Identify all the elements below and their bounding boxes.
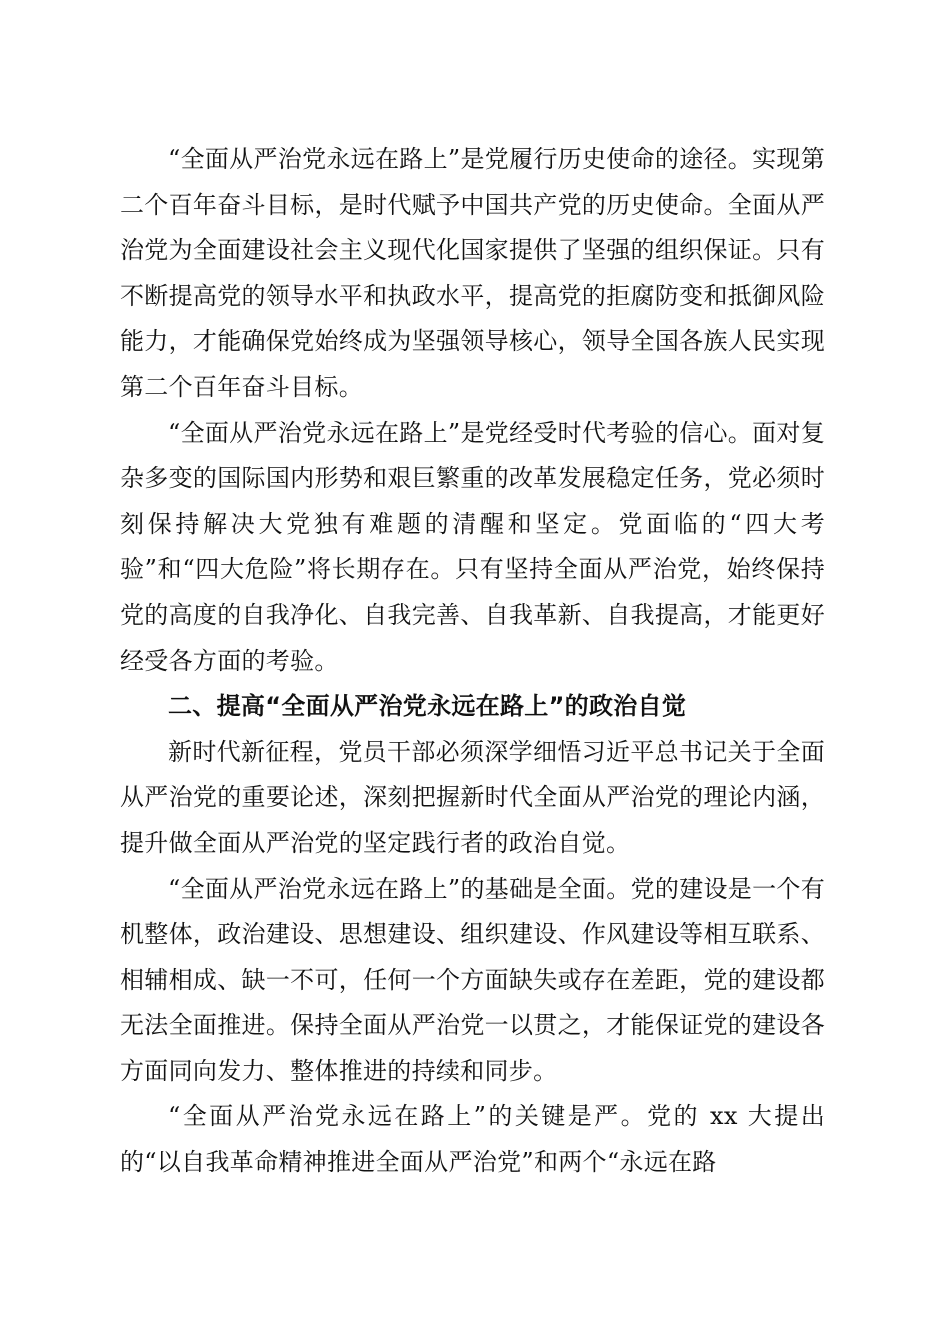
paragraph-era-test: “全面从严治党永远在路上”是党经受时代考验的信心。面对复杂多变的国际国内形势和艰巨繁重的改革发展稳定任务，党必须时刻保持解决大党独有难题的清醒和坚定。党面临的“四大考验”和“四大危险”将长期存在。只有坚持全面从严治党，始终保持党的高度的自我净化、自我完善、自我革新、自我提高，才能更好经受各方面的考验。 — [120, 418, 825, 675]
paragraph-historic-mission: “全面从严治党永远在路上”是党履行历史使命的途径。实现第二个百年奋斗目标，是时代赋予中国共产党的历史使命。全面从严治党为全面建设社会主义现代化国家提供了坚强的组织保证。只有不断提高党的领导水平和执政水平，提高党的拒腐防变和抵御风险能力，才能确保党始终成为坚强领导核心，领导全国各族人民实现第二个百年奋斗目标。 — [120, 145, 825, 401]
paragraph-foundation-comprehensive: “全面从严治党永远在路上”的基础是全面。党的建设是一个有机整体，政治建设、思想建设、组织建设、作风建设等相互联系、相辅相成、缺一不可，任何一个方面缺失或存在差距，党的建设都无法全面推进。保持全面从严治党一以贯之，才能保证党的建设各方面同向发力、整体推进的持续和同步。 — [120, 874, 825, 1085]
section-heading-political-awareness: 二、提高“全面从严治党永远在路上”的政治自觉 — [168, 692, 687, 721]
paragraph-new-era: 新时代新征程，党员干部必须深学细悟习近平总书记关于全面从严治党的重要论述，深刻把握新时代全面从严治党的理论内涵，提升做全面从严治党的坚定践行者的政治自觉。 — [120, 737, 825, 857]
paragraph-key-strict: “全面从严治党永远在路上”的关键是严。党的 xx 大提出的“以自我革命精神推进全面从严治党”和两个“永远在路 — [120, 1102, 825, 1177]
document-body — [120, 137, 825, 1186]
